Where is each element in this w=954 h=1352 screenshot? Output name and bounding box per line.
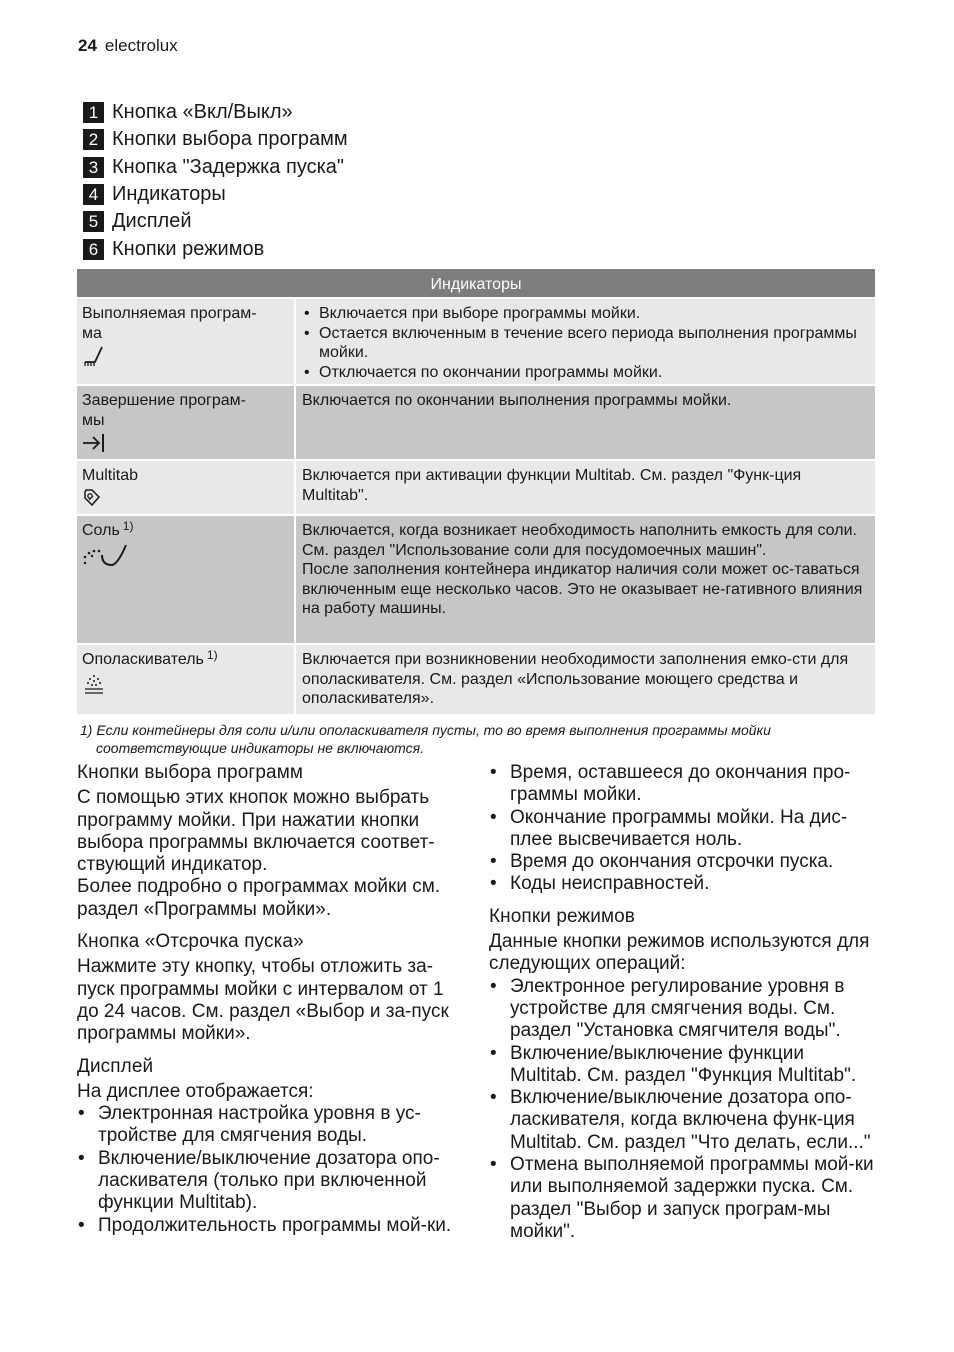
legend-label: Кнопка "Задержка пуска" [112,155,345,178]
indicator-name-cell [77,516,296,643]
legend-number: 2 [83,129,104,150]
footnote-text: 1) Если контейнеры для соли и/или ополаскивателя пусты, то во время выполнения программы мойки [80,722,771,738]
rinse-aid-icon [82,672,106,696]
indicator-name-cell [77,461,296,514]
table-footnote [80,721,860,757]
legend-number: 3 [83,157,104,178]
control-panel-legend [83,99,348,263]
section-heading: Кнопки выбора программ [77,762,304,783]
legend-number: 5 [83,211,104,232]
legend-number: 6 [83,239,104,260]
description-text: После заполнения контейнера индикатор наличия соли может ос-таваться включенным еще несколько часов. Это не оказывает не-гативного влияния на работу машины. [302,561,863,618]
indicator-name-line [82,650,289,670]
list-item: • Остается включенным в течение всего периода выполнения программы мойки. [302,324,869,363]
indicator-name: Ополаскиватель [82,651,204,668]
table-row [77,297,875,384]
list-item: • Отмена выполняемой программы мой-ки или выполняемой задержки пуска. См. раздел "Выбор и запуск програм-мы мойки". [489,1154,881,1243]
legend-label: Дисплей [112,210,192,233]
description-text: Включается при активации функции Multitab. См. раздел "Функ-ция Multitab". [302,467,802,504]
left-column [77,762,469,1237]
indicator-name-cell [77,386,296,459]
indicator-description [296,461,875,514]
display-features-list-cont [489,762,881,896]
indicator-name-cont: мы [82,411,105,429]
list-item: • Электронная настройка уровня в ус-тройстве для смягчения воды. [77,1103,469,1148]
list-item: • Отключается по окончании программы мойки. [302,363,869,383]
indicator-name: Соль [82,522,120,539]
indicator-name-line [82,521,289,541]
list-item: • Включение/выключение дозатора опо-ласкивателя, когда включена функ-ция Multitab. См. раздел "Что делать, если..." [489,1087,881,1154]
legend-item [83,154,348,181]
footnote-text: соответствующие индикаторы не включаются. [96,740,424,756]
display-features-list [77,1103,469,1237]
indicator-name-cell [77,299,296,384]
indicator-description [296,299,875,384]
wash-program-icon [82,345,104,369]
indicator-description [296,645,875,714]
section-heading: Дисплей [77,1055,154,1077]
end-arrow-icon [82,432,108,454]
indicators-table [77,269,875,714]
list-item: • Время до окончания отсрочки пуска. [489,851,881,873]
footnote-marker: 1) [206,648,218,662]
indicator-description [296,386,875,459]
description-text: Включается по окончании выполнения программы мойки. [302,392,732,409]
list-item: • Включается при выборе программы мойки. [302,304,869,324]
footnote-marker: 1) [122,519,134,533]
indicator-name: Завершение програм- [82,392,246,409]
page-header [78,36,178,56]
legend-item [83,208,348,235]
table-row [77,384,875,459]
brand-name: electrolux [104,36,178,55]
right-column [489,762,881,1243]
description-text: Включается, когда возникает необходимость наполнить емкость для соли. См. раздел "Использование соли для посудомоечных машин". [302,522,857,559]
table-row [77,643,875,714]
legend-item [83,99,348,126]
legend-label: Кнопка «Вкл/Выкл» [112,101,293,124]
table-row [77,459,875,514]
legend-number: 1 [83,102,104,123]
paragraph: С помощью этих кнопок можно выбрать программу мойки. При нажатии кнопки выбора программы включается соответ-ствующий индикатор. [77,787,435,876]
legend-label: Кнопки выбора программ [112,128,348,151]
paragraph: Нажмите эту кнопку, чтобы отложить за-пуск программы мойки с интервалом от 1 до 24 часов. См. раздел «Выбор и за-пуск программы мойки». [77,956,449,1045]
indicator-name: Multitab [82,467,139,484]
list-item: • Продолжительность программы мой-ки. [77,1215,469,1237]
section-heading: Кнопка «Отсрочка пуска» [77,931,304,953]
page-number: 24 [78,36,97,55]
paragraph: Более подробно о программах мойки см. раздел «Программы мойки». [77,876,441,920]
list-item: • Электронное регулирование уровня в устройстве для смягчения воды. См. раздел "Установка смягчителя воды". [489,976,881,1043]
indicators-table-title: Индикаторы [77,269,875,297]
list-item: • Включение/выключение дозатора опо-ласкивателя (только при включенной функции Multitab). [77,1148,469,1215]
mode-buttons-list [489,976,881,1244]
description-text: Включается при возникновении необходимости заполнения емко-сти для ополаскивателя. См. раздел «Использование моющего средства и ополаскивателя». [302,651,849,708]
legend-item [83,126,348,153]
indicator-name-cell [77,645,296,714]
list-item: • Коды неисправностей. [489,873,881,895]
list-item: • Время, оставшееся до окончания про-граммы мойки. [489,762,881,807]
paragraph: На дисплее отображается: [77,1080,314,1102]
indicator-name: Выполняемая програм- [82,305,257,322]
list-item: • Включение/выключение функции Multitab. См. раздел "Функция Multitab". [489,1043,881,1088]
indicator-name-cont: ма [82,324,102,342]
salt-icon [82,543,128,567]
legend-number: 4 [83,184,104,205]
legend-item [83,235,348,262]
legend-label: Кнопки режимов [112,237,265,260]
legend-label: Индикаторы [112,183,226,206]
legend-item [83,181,348,208]
indicator-description [296,516,875,643]
multitab-icon [82,488,102,508]
section-heading: Кнопки режимов [489,905,635,927]
list-item: • Окончание программы мойки. На дис-плее высвечивается ноль. [489,807,881,852]
paragraph: Данные кнопки режимов используются для следующих операций: [489,931,870,975]
table-row [77,514,875,643]
